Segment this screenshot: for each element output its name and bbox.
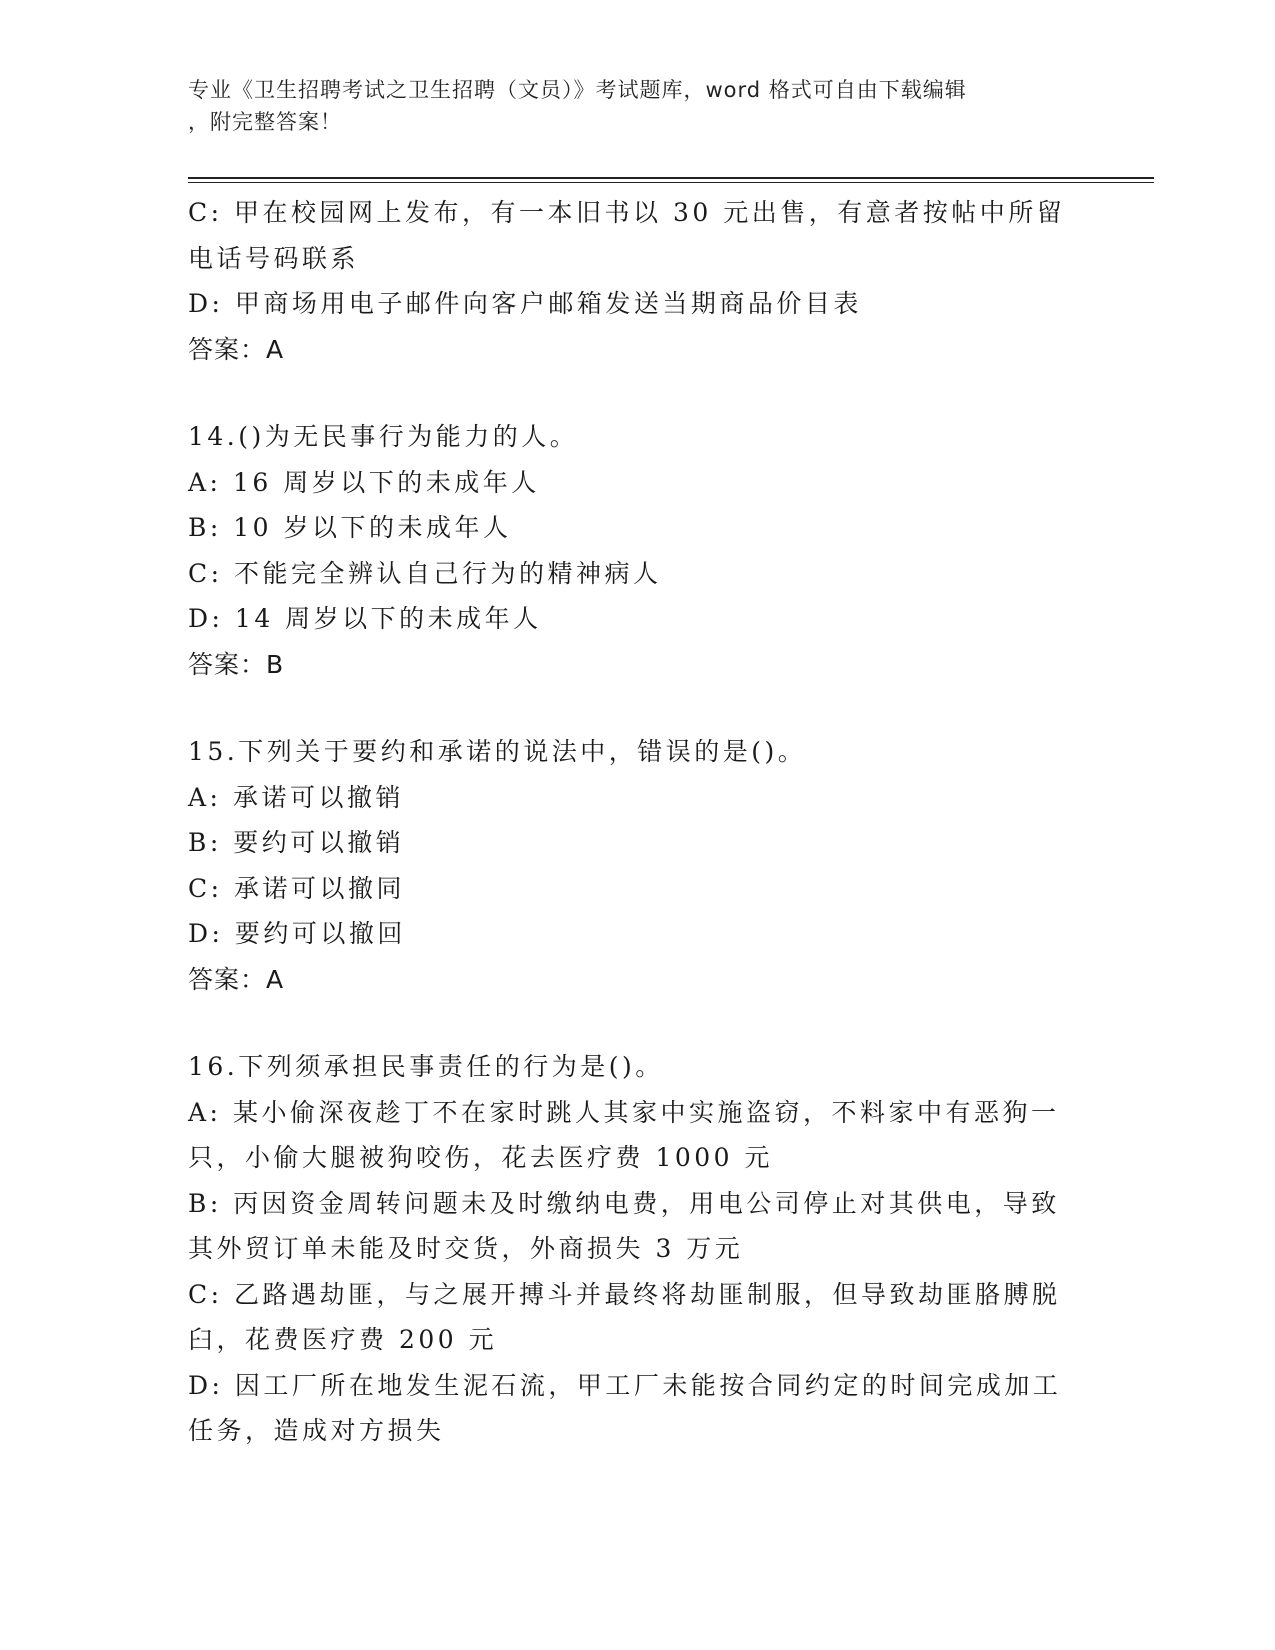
option-c: C: 承诺可以撤同 xyxy=(188,873,406,903)
question-title: 15.下列关于要约和承诺的说法中，错误的是()。 xyxy=(188,737,807,766)
option-c: C: 不能完全辨认自己行为的精神病人 xyxy=(188,558,662,588)
option-b: B: 要约可以撤销 xyxy=(188,828,405,857)
option-d: D: 因工厂所在地发生泥石流，甲工厂未能按合同约定的时间完成加工任务，造成对方损失 xyxy=(188,1370,1062,1445)
question-16 xyxy=(188,1044,1068,1454)
header-divider-thin xyxy=(188,182,1154,183)
header-line-2: ，附完整答案！ xyxy=(188,110,342,134)
option-a: A: 16 周岁以下的未成年人 xyxy=(188,467,540,497)
option-d: D: 甲商场用电子邮件向客户邮箱发送当期商品价目表 xyxy=(188,289,862,318)
option-b: B: 10 岁以下的未成年人 xyxy=(188,513,512,542)
question-14 xyxy=(188,414,1068,687)
header-divider-thick xyxy=(188,177,1154,179)
question-title: 16.下列须承担民事责任的行为是()。 xyxy=(188,1052,664,1081)
question-content xyxy=(188,190,1068,1454)
option-d: D: 14 周岁以下的未成年人 xyxy=(188,604,542,633)
option-d: D: 要约可以撤回 xyxy=(188,919,406,948)
prev-question xyxy=(188,190,1068,372)
option-c: C: 乙路遇劫匪，与之展开搏斗并最终将劫匪制服，但导致劫匪胳膊脱臼，花费医疗费 200 元 xyxy=(188,1279,1061,1354)
document-header xyxy=(188,74,1068,138)
option-c: C: 甲在校园网上发布，有一本旧书以 30 元出售，有意者按帖中所留电话号码联系 xyxy=(188,198,1066,273)
option-a: A: 某小偷深夜趁丁不在家时跳人其家中实施盗窃，不料家中有恶狗一只，小偷大腿被狗咬伤，花去医疗费 1000 元 xyxy=(188,1097,1060,1172)
answer-line: 答案：A xyxy=(188,964,285,994)
answer-line: 答案：B xyxy=(188,649,285,679)
question-15 xyxy=(188,729,1068,1002)
answer-line: 答案：A xyxy=(188,334,285,364)
option-a: A: 承诺可以撤销 xyxy=(188,782,404,812)
option-b: B: 丙因资金周转问题未及时缴纳电费，用电公司停止对其供电，导致其外贸订单未能及时交货，外商损失 3 万元 xyxy=(188,1188,1060,1263)
header-line-1: 专业《卫生招聘考试之卫生招聘（文员）》考试题库，word 格式可自由下载编辑 xyxy=(188,78,967,102)
question-title: 14.()为无民事行为能力的人。 xyxy=(188,422,579,451)
